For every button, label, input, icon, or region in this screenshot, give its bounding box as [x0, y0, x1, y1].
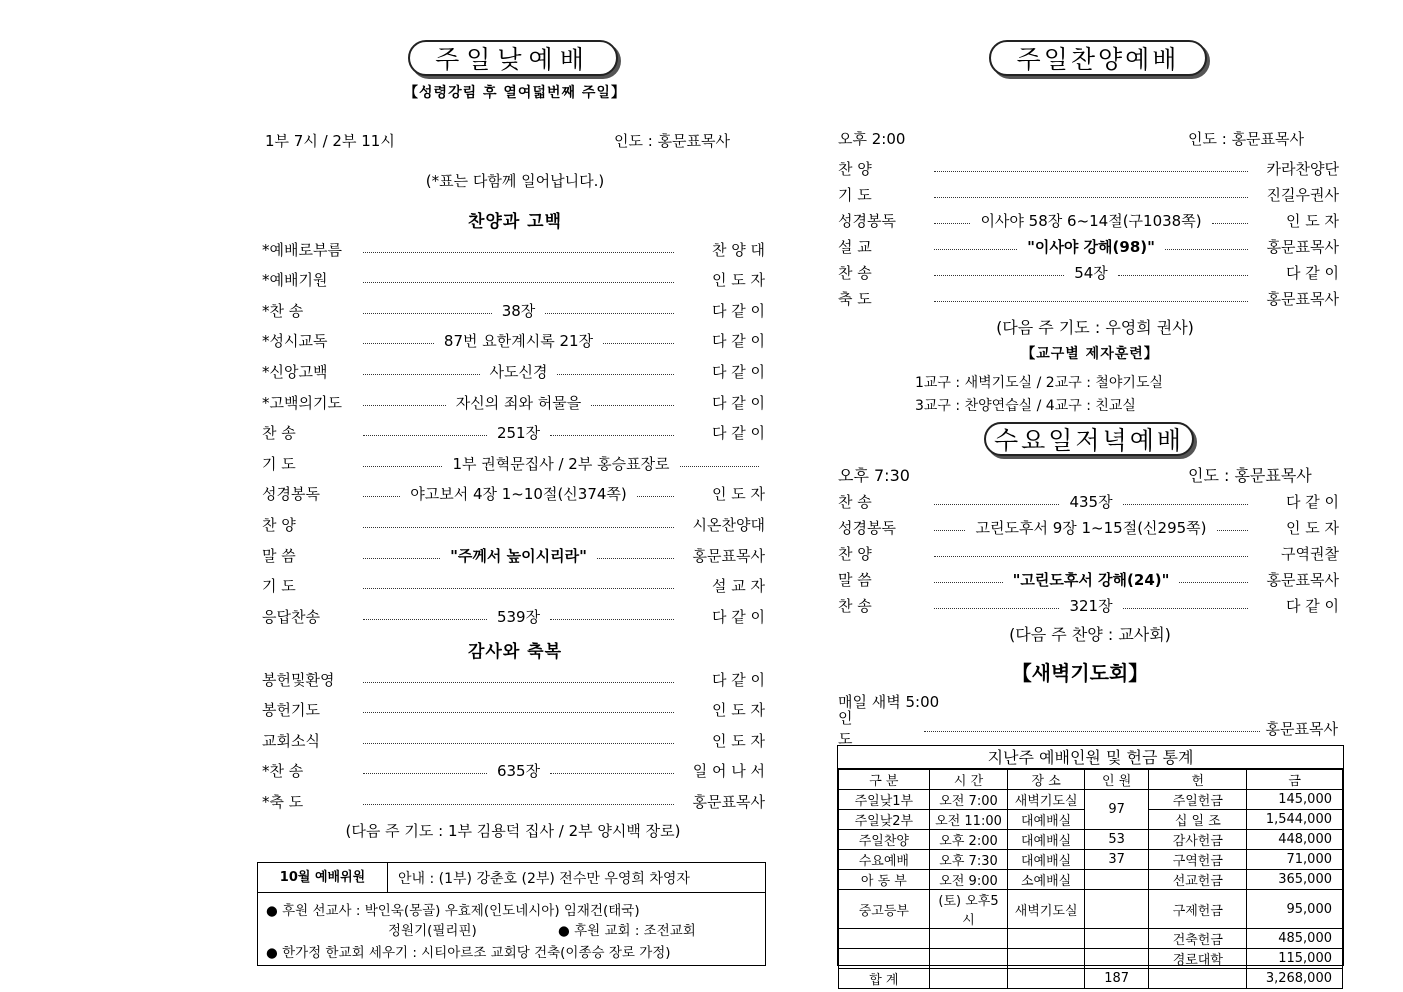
dawn-label: 인 도	[838, 709, 881, 748]
program-row	[838, 594, 1339, 616]
wed-leader: 인도 : 홍문표목사	[1188, 466, 1312, 485]
program-label: 설 교	[838, 237, 872, 256]
program-label: 교회소식	[262, 731, 320, 750]
program-person: 설 교 자	[711, 577, 765, 596]
table-cell: 448,000	[1247, 830, 1343, 850]
table-cell: 경로대학	[1149, 949, 1247, 969]
program-person: 홍문표목사	[1266, 570, 1339, 589]
table-cell	[1084, 890, 1149, 929]
leader-dots	[603, 343, 674, 344]
program-row	[262, 513, 765, 535]
program-row	[838, 209, 1339, 231]
program-person: 다 같 이	[1286, 263, 1340, 282]
program-label: 봉헌기도	[262, 701, 320, 720]
program-label: *찬 송	[262, 301, 304, 320]
table-cell: 새벽기도실	[1008, 790, 1085, 810]
box-line3: ● 한가정 한교회 세우기 : 시티아르조 교회당 건축(이종승 장로 가정)	[266, 945, 671, 961]
program-person: 다 같 이	[711, 362, 765, 381]
wed-time: 오후 7:30	[838, 466, 910, 485]
program-person: 카라찬양단	[1266, 159, 1339, 178]
program-person: 인 도 자	[1286, 211, 1340, 230]
table-cell: 오전 7:00	[929, 790, 1008, 810]
table-cell: 오후 2:00	[929, 830, 1008, 850]
program-row	[262, 330, 765, 352]
leader-dots	[591, 405, 674, 406]
program-label: 기 도	[838, 185, 872, 204]
leader-dots	[363, 405, 446, 406]
table-cell: 구제헌금	[1149, 890, 1247, 929]
program-row	[838, 261, 1339, 283]
leader-dots	[545, 313, 674, 314]
program-detail: 사도신경	[489, 362, 548, 381]
program-row	[262, 391, 765, 413]
program-person: 인 도 자	[711, 701, 765, 720]
leader-dots	[1179, 582, 1248, 583]
program-label: 찬 송	[838, 492, 872, 511]
program-label: *성시교독	[262, 332, 328, 351]
program-row	[262, 575, 765, 597]
leader-dots	[363, 527, 674, 528]
training-line2: 3교구 : 찬양연습실 / 4교구 : 친교실	[915, 398, 1136, 414]
wed-title: 수요일저녁예배	[984, 422, 1194, 456]
table-cell: 감사헌금	[1149, 830, 1247, 850]
training-line1: 1교구 : 새벽기도실 / 2교구 : 철야기도실	[915, 375, 1164, 391]
leader-dots	[597, 558, 674, 559]
box-line1: ● 후원 선교사 : 박인욱(몽골) 우효제(인도네시아) 임재건(태국)	[266, 903, 640, 919]
program-label: 찬 양	[262, 515, 296, 534]
table-cell	[1008, 969, 1085, 989]
program-person: 인 도 자	[1285, 518, 1339, 537]
leader-dots	[550, 435, 674, 436]
program-detail: 야고보서 4장 1~10절(신374쪽)	[410, 485, 627, 504]
table-cell: 115,000	[1247, 949, 1343, 969]
table-cell: 37	[1084, 850, 1149, 870]
table-cell	[839, 929, 930, 949]
stats-box	[837, 745, 1344, 988]
program-row	[262, 452, 765, 474]
table-cell	[1008, 949, 1085, 969]
program-person: 인 도 자	[711, 731, 765, 750]
table-cell	[1008, 929, 1085, 949]
program-row	[262, 760, 765, 782]
table-cell: 오전 9:00	[929, 870, 1008, 890]
program-label: 찬 송	[838, 263, 872, 282]
leader-dots	[934, 171, 1248, 172]
program-row	[838, 516, 1339, 538]
table-cell	[929, 969, 1008, 989]
program-person: 인 도 자	[711, 271, 765, 290]
leader-dots	[363, 496, 400, 497]
program-label: 축 도	[838, 289, 872, 308]
program-detail: 고린도후서 9장 1~15절(신295쪽)	[975, 518, 1207, 537]
program-detail: 1부 권혁문집사 / 2부 홍승표장로	[452, 454, 670, 473]
left-times: 1부 7시 / 2부 11시	[265, 132, 395, 150]
table-cell: 485,000	[1247, 929, 1343, 949]
leader-dots	[934, 301, 1248, 302]
table-cell	[1084, 870, 1149, 890]
table-cell: 주일낮1부	[839, 790, 930, 810]
table-cell: 중고등부	[839, 890, 930, 929]
program-row	[838, 183, 1339, 205]
program-row	[262, 699, 765, 721]
dawn-time: 매일 새벽 5:00	[838, 693, 940, 711]
leader-dots	[363, 435, 487, 436]
program-detail: "이사야 강해(98)"	[1027, 237, 1155, 256]
box-head-left: 10월 예배위원	[258, 863, 388, 893]
program-detail: 자신의 죄와 허물을	[455, 393, 582, 412]
right-title: 주일찬양예배	[989, 40, 1207, 76]
table-cell: 아 동 부	[839, 870, 930, 890]
program-label: *신앙고백	[262, 362, 328, 381]
leader-dots	[363, 282, 674, 283]
leader-dots	[1212, 223, 1248, 224]
left-leader: 인도 : 홍문표목사	[614, 132, 731, 150]
leader-dots	[1118, 275, 1248, 276]
table-row	[839, 929, 1343, 949]
leader-dots	[934, 504, 1059, 505]
program-person: 다 같 이	[712, 301, 766, 320]
leader-dots	[363, 558, 440, 559]
leader-dots	[1165, 249, 1248, 250]
leader-dots	[934, 556, 1248, 557]
left-next-prayer: (다음 주 기도 : 1부 김용덕 집사 / 2부 양시백 장로)	[345, 822, 681, 840]
program-person: 찬 양 대	[711, 240, 765, 259]
program-row	[262, 299, 765, 321]
dawn-row	[838, 709, 1338, 748]
table-cell: 3,268,000	[1247, 969, 1343, 989]
leader-dots	[1217, 530, 1248, 531]
program-label: 찬 송	[262, 424, 296, 443]
table-row	[839, 830, 1343, 850]
stats-table	[838, 769, 1343, 989]
program-row	[838, 287, 1339, 309]
table-cell: 97	[1084, 790, 1149, 830]
program-label: 찬 양	[838, 544, 872, 563]
leader-dots	[363, 619, 487, 620]
program-person: 다 같 이	[1285, 596, 1339, 615]
program-person: 다 같 이	[711, 393, 765, 412]
leader-dots	[557, 374, 674, 375]
table-cell	[1084, 929, 1149, 949]
leader-dots	[934, 582, 1003, 583]
program-row	[262, 729, 765, 751]
table-cell	[839, 949, 930, 969]
table-cell: 주일찬양	[839, 830, 930, 850]
program-label: 봉헌및환영	[262, 670, 335, 689]
table-cell: 헌	[1149, 770, 1247, 790]
program-label: 찬 송	[838, 596, 872, 615]
program-label: *예배로부름	[262, 240, 342, 259]
table-cell: 대예배실	[1008, 850, 1085, 870]
program-row	[838, 568, 1339, 590]
table-cell: 1,544,000	[1247, 810, 1343, 830]
leader-dots	[363, 588, 674, 589]
table-row	[839, 850, 1343, 870]
leader-dots	[550, 773, 674, 774]
program-row	[262, 238, 765, 260]
left-section2: 감사와 축복	[467, 642, 563, 662]
table-cell: 금	[1247, 770, 1343, 790]
program-person: 다 같 이	[1285, 492, 1339, 511]
program-person: 홍문표목사	[1266, 237, 1340, 256]
program-row	[262, 422, 765, 444]
program-detail: 539장	[496, 607, 541, 626]
dawn-who: 홍문표목사	[1265, 719, 1338, 738]
leader-dots	[363, 804, 674, 805]
program-label: 성경봉독	[838, 518, 896, 537]
leader-dots	[363, 343, 434, 344]
table-cell: 95,000	[1247, 890, 1343, 929]
program-detail: 635장	[496, 762, 541, 781]
table-row	[839, 949, 1343, 969]
leader-dots	[934, 275, 1064, 276]
program-detail: 54장	[1074, 263, 1108, 282]
table-total-row	[839, 969, 1343, 989]
leader-dots	[934, 608, 1059, 609]
program-label: 성경봉독	[262, 485, 320, 504]
program-row	[262, 544, 765, 566]
program-row	[262, 605, 765, 627]
program-person: 구역권찰	[1281, 544, 1339, 563]
box-line2b: ● 후원 교회 : 조전교회	[558, 923, 696, 939]
table-cell: 주일헌금	[1149, 790, 1247, 810]
leader-dots	[934, 249, 1017, 250]
table-cell: 145,000	[1247, 790, 1343, 810]
right-next-prayer: (다음 주 기도 : 우영희 권사)	[996, 318, 1194, 337]
leader-dots	[363, 773, 487, 774]
dawn-leader-dots	[924, 731, 1260, 732]
table-cell: 십 일 조	[1149, 810, 1247, 830]
leader-dots	[550, 619, 674, 620]
program-label: 기 도	[262, 577, 296, 596]
program-person: 홍문표목사	[692, 546, 765, 565]
dawn-title: 【새벽기도회】	[1011, 661, 1149, 685]
table-cell: 소예배실	[1008, 870, 1085, 890]
table-cell: 주일낮2부	[839, 810, 930, 830]
left-info-box	[257, 862, 766, 966]
table-cell	[929, 929, 1008, 949]
table-header-row	[839, 770, 1343, 790]
program-row	[838, 490, 1339, 512]
table-cell: (토) 오후5시	[929, 890, 1008, 929]
leader-dots	[637, 496, 674, 497]
table-row	[839, 890, 1343, 929]
program-detail: 435장	[1069, 492, 1113, 511]
leader-dots	[680, 466, 759, 467]
table-row	[839, 790, 1343, 810]
program-label: 찬 양	[838, 159, 872, 178]
program-person: 진길우권사	[1266, 185, 1339, 204]
leader-dots	[363, 682, 674, 683]
table-cell: 구역헌금	[1149, 850, 1247, 870]
program-person: 시온찬양대	[692, 515, 765, 534]
leader-dots	[363, 743, 674, 744]
program-detail: 251장	[496, 424, 541, 443]
program-person: 홍문표목사	[1266, 289, 1339, 308]
program-row	[262, 790, 765, 812]
table-cell	[1084, 949, 1149, 969]
program-label: 성경봉독	[838, 211, 896, 230]
right-leader: 인도 : 홍문표목사	[1188, 130, 1305, 148]
training-title: 【교구별 제자훈련】	[1021, 346, 1159, 362]
table-cell: 선교헌금	[1149, 870, 1247, 890]
leader-dots	[934, 223, 970, 224]
program-label: 말 씀	[262, 546, 296, 565]
program-person: 다 같 이	[711, 424, 765, 443]
leader-dots	[363, 252, 674, 253]
program-label: *찬 송	[262, 762, 304, 781]
right-time: 오후 2:00	[838, 130, 906, 148]
table-cell	[929, 949, 1008, 969]
program-row	[838, 542, 1339, 564]
table-cell: 건축헌금	[1149, 929, 1247, 949]
left-title: 주일낮예배	[408, 40, 618, 76]
program-row	[262, 269, 765, 291]
program-label: 말 씀	[838, 570, 872, 589]
program-person: 일 어 나 서	[692, 762, 765, 781]
table-cell: 오전 11:00	[929, 810, 1008, 830]
table-cell: 대예배실	[1008, 830, 1085, 850]
program-person: 홍문표목사	[692, 792, 765, 811]
wed-next: (다음 주 찬양 : 교사회)	[1009, 625, 1171, 644]
program-row	[262, 360, 765, 382]
left-subtitle: 【성령강림 후 열여덟번째 주일】	[404, 85, 626, 101]
table-cell: 71,000	[1247, 850, 1343, 870]
program-row	[262, 668, 765, 690]
stats-title: 지난주 예배인원 및 헌금 통계	[838, 746, 1343, 769]
box-head-right: 안내 : (1부) 강춘호 (2부) 전수만 우영희 차영자	[398, 870, 690, 887]
table-row	[839, 870, 1343, 890]
leader-dots	[934, 197, 1248, 198]
leader-dots	[363, 466, 442, 467]
table-cell: 장 소	[1008, 770, 1085, 790]
program-person: 다 같 이	[711, 607, 765, 626]
leader-dots	[363, 374, 480, 375]
program-person: 다 같 이	[711, 670, 765, 689]
leader-dots	[363, 313, 492, 314]
box-line2a: 정원기(필리핀)	[388, 923, 477, 939]
table-cell: 대예배실	[1008, 810, 1085, 830]
table-cell	[1149, 969, 1247, 989]
leader-dots	[934, 530, 965, 531]
program-detail: 321장	[1069, 596, 1113, 615]
program-detail: 87번 요한계시록 21장	[443, 332, 594, 351]
left-notice: (*표는 다함께 일어납니다.)	[425, 172, 605, 190]
program-detail: "주께서 높이시리라"	[450, 546, 587, 565]
program-detail: "고린도후서 강해(24)"	[1012, 570, 1170, 589]
table-cell: 오후 7:30	[929, 850, 1008, 870]
program-row	[262, 483, 765, 505]
program-row	[838, 235, 1339, 257]
program-label: *고백의기도	[262, 393, 342, 412]
program-label: *예배기원	[262, 271, 328, 290]
leader-dots	[1123, 504, 1248, 505]
table-cell: 수요예배	[839, 850, 930, 870]
table-cell: 구 분	[839, 770, 930, 790]
table-cell: 187	[1084, 969, 1149, 989]
program-label: 기 도	[262, 454, 296, 473]
program-label: 응답찬송	[262, 607, 320, 626]
table-cell: 합 계	[839, 969, 930, 989]
leader-dots	[1123, 608, 1248, 609]
program-person: 다 같 이	[711, 332, 765, 351]
table-cell: 인 원	[1084, 770, 1149, 790]
program-label: *축 도	[262, 792, 304, 811]
table-cell: 365,000	[1247, 870, 1343, 890]
table-cell: 시 간	[929, 770, 1008, 790]
program-detail: 이사야 58장 6~14절(구1038쪽)	[980, 211, 1202, 230]
table-cell: 53	[1084, 830, 1149, 850]
program-person: 인 도 자	[712, 485, 766, 504]
left-section1: 찬양과 고백	[467, 212, 563, 232]
table-cell: 새벽기도실	[1008, 890, 1085, 929]
program-row	[838, 157, 1339, 179]
leader-dots	[363, 712, 674, 713]
program-detail: 38장	[501, 301, 536, 320]
